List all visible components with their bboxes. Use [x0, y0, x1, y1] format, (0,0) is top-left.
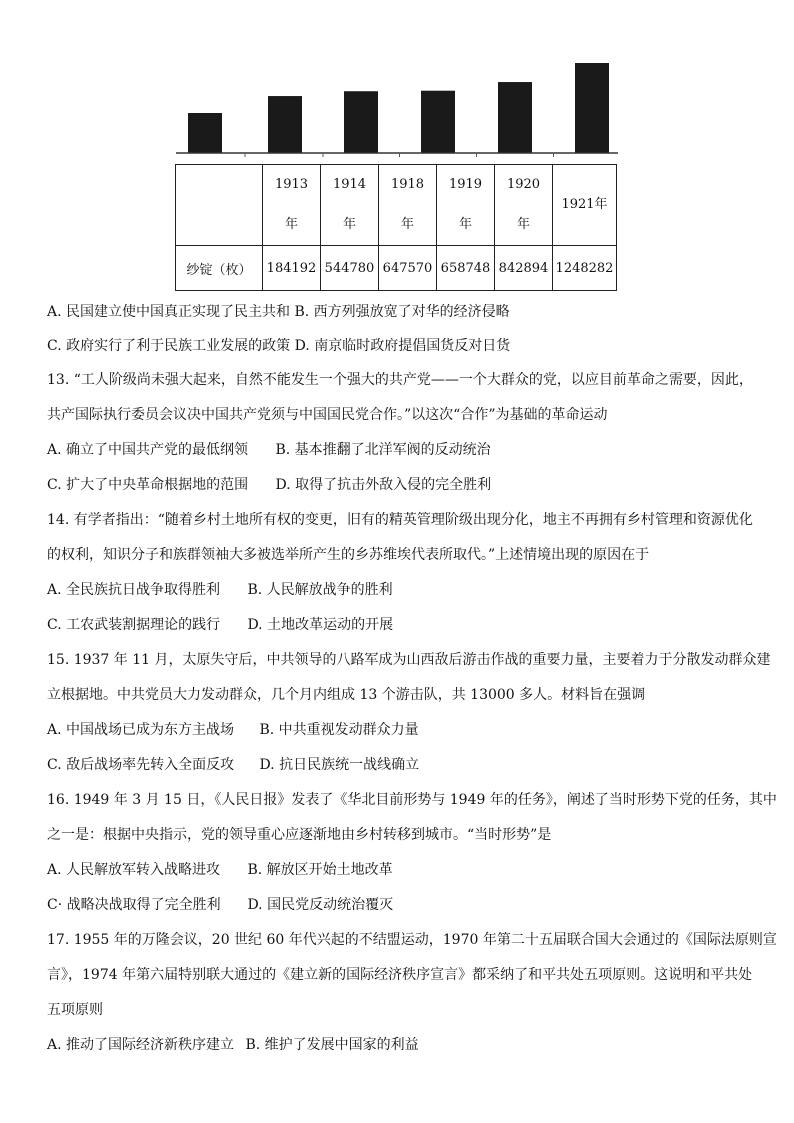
chart-bar-1918年	[344, 91, 378, 153]
q16-options-row-1	[47, 860, 757, 880]
q13-option-b[interactable]: B. 基本推翻了北洋军阀的反动统治	[275, 442, 491, 458]
chart-bar-1920年	[498, 82, 532, 153]
q13-option-a[interactable]: A. 确立了中国共产党的最低纲领	[47, 442, 249, 458]
q12-option-a[interactable]: A. 民国建立使中国真正实现了民主共和	[47, 304, 291, 320]
value-cell: 184192	[263, 246, 321, 291]
year-number: 1919	[448, 177, 483, 192]
q13-options-row-1	[47, 440, 757, 460]
q14-option-d[interactable]: D. 土地改革运动的开展	[247, 617, 394, 633]
year-unit: 年	[400, 217, 414, 232]
q12-options-row-2	[47, 336, 757, 356]
year-cell	[495, 165, 553, 246]
q14-option-b[interactable]: B. 人民解放战争的胜利	[247, 582, 393, 598]
chart-bar-1914年	[268, 96, 302, 153]
row-label: 纱锭（枚）	[176, 246, 263, 291]
q12-option-c[interactable]: C. 政府实行了利于民族工业发展的政策	[47, 338, 291, 354]
q12-option-d[interactable]: D. 南京临时政府提倡国货反对日货	[294, 338, 511, 354]
q17-stem-line-2: 言》，1974 年第六届特别联大通过的《建立新的国际经济秩序宣言》都采纳了和平共处五项原则。这说明和平共处	[47, 967, 753, 983]
q12-option-b[interactable]: B. 西方列强放宽了对华的经济侵略	[294, 304, 510, 320]
q13-options-row-2	[47, 475, 757, 495]
q14-options-row-1	[47, 580, 757, 600]
q12-options-row-1	[47, 302, 757, 322]
q16-option-a[interactable]: A. 人民解放军转入战略进攻	[47, 862, 221, 878]
value-cell: 842894	[495, 246, 553, 291]
q15-stem-line-1: 15. 1937 年 11 月，太原失守后，中共领导的八路军成为山西敌后游击作战的重要力量，主要着力于分散发动群众建	[47, 652, 771, 668]
chart-bars	[188, 63, 609, 153]
year-unit: 年	[458, 217, 472, 232]
q17-stem-line-1: 17. 1955 年的万隆会议，20 世纪 60 年代兴起的不结盟运动，1970 年第二十五届联合国大会通过的《国际法原则宣	[47, 932, 777, 948]
year-number: 1920	[506, 177, 541, 192]
q15-option-d[interactable]: D. 抗日民族统一战线确立	[259, 757, 420, 773]
q16-stem-line-2: 之一是：根据中央指示，党的领导重心应逐渐地由乡村转移到城市。“当时形势”是	[47, 827, 552, 843]
spindle-data-table	[175, 164, 617, 291]
spindle-bar-chart	[168, 52, 628, 164]
year-number: 1913	[274, 177, 309, 192]
q17-option-b[interactable]: B. 维护了发展中国家的利益	[245, 1037, 419, 1053]
year-unit: 年	[516, 217, 530, 232]
q15-stem-line-2: 立根据地。中共党员大力发动群众，几个月内组成 13 个游击队，共 13000 多人。材料旨在强调	[47, 687, 646, 703]
q17-options-row-1	[47, 1035, 757, 1055]
year-cell	[553, 165, 617, 246]
q16-option-d[interactable]: D. 国民党反动统治覆灭	[247, 897, 394, 913]
q13-stem-line-1: 13. “工人阶级尚未强大起来，自然不能发生一个强大的共产党——一个大群众的党，以应目前革命之需要，因此，	[47, 372, 753, 388]
q14-options-row-2	[47, 615, 757, 635]
q14-stem-line-2: 的权利，知识分子和族群领袖大多被选举所产生的乡苏维埃代表所取代。”上述情境出现的原因在于	[47, 547, 650, 563]
year-unit: 年	[284, 217, 298, 232]
q16-option-b[interactable]: B. 解放区开始土地改革	[247, 862, 393, 878]
value-cell: 647570	[379, 246, 437, 291]
q13-stem-line-2: 共产国际执行委员会议决中国共产党须与中国国民党合作。”以这次“合作”为基础的革命运动	[47, 407, 608, 423]
q13-option-d[interactable]: D. 取得了抗击外敌入侵的完全胜利	[275, 477, 492, 493]
value-cell: 544780	[321, 246, 379, 291]
q16-options-row-2	[47, 895, 757, 915]
year-cell	[437, 165, 495, 246]
table-data-row	[176, 246, 617, 291]
table-header-row	[176, 165, 617, 246]
q15-option-c[interactable]: C. 敌后战场率先转入全面反攻	[47, 757, 235, 773]
year-number: 1918	[390, 177, 425, 192]
chart-bar-1921年	[575, 63, 609, 153]
q15-options-row-1	[47, 720, 757, 740]
q15-option-b[interactable]: B. 中共重视发动群众力量	[259, 722, 419, 738]
year-number: 1921年	[561, 197, 608, 212]
q14-stem-line-1: 14. 有学者指出：“随着乡村土地所有权的变更，旧有的精英管理阶级出现分化，地主不再拥有乡村管理和资源优化	[47, 512, 753, 528]
q14-option-a[interactable]: A. 全民族抗日战争取得胜利	[47, 582, 221, 598]
q17-stem-line-3: 五项原则	[47, 1002, 103, 1018]
value-cell: 1248282	[553, 246, 617, 291]
table-corner-cell	[176, 165, 263, 246]
year-unit: 年	[342, 217, 356, 232]
year-cell	[321, 165, 379, 246]
year-cell	[263, 165, 321, 246]
year-number: 1914	[332, 177, 367, 192]
chart-bar-1913年	[188, 113, 222, 153]
q14-option-c[interactable]: C. 工农武装割据理论的践行	[47, 617, 221, 633]
q15-option-a[interactable]: A. 中国战场已成为东方主战场	[47, 722, 235, 738]
chart-bar-1919年	[421, 91, 455, 153]
q16-option-c[interactable]: C· 战略决战取得了完全胜利	[47, 897, 221, 913]
value-cell: 658748	[437, 246, 495, 291]
q13-option-c[interactable]: C. 扩大了中央革命根据地的范围	[47, 477, 249, 493]
q16-stem-line-1: 16. 1949 年 3 月 15 日，《人民日报》发表了《华北目前形势与 1949 年的任务》，阐述了当时形势下党的任务，其中	[47, 792, 777, 808]
year-cell	[379, 165, 437, 246]
q17-option-a[interactable]: A. 推动了国际经济新秩序建立	[47, 1037, 235, 1053]
q15-options-row-2	[47, 755, 757, 775]
